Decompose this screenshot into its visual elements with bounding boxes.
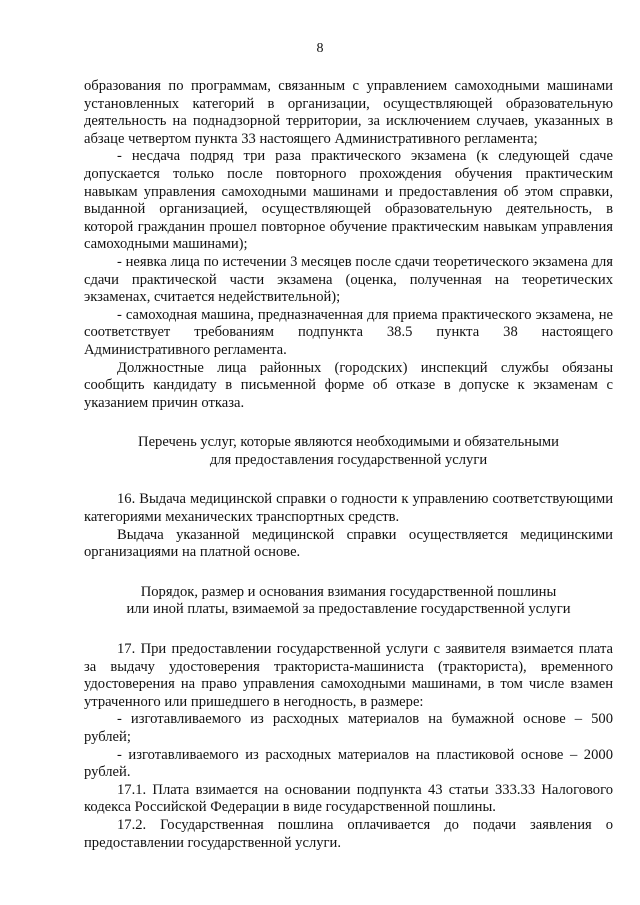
paragraph: - неявка лица по истечении 3 месяцев после сдачи теоретического экзамена для сдачи практической части экзамена (оценка, полученная на теоретических экзаменах, считается недействительной); [84, 253, 613, 306]
section-heading [84, 584, 613, 619]
section-heading-line: Порядок, размер и основания взимания государственной пошлины [140, 583, 557, 600]
paragraph: 17. При предоставлении государственной услуги с заявителя взимается плата за выдачу удостоверения тракториста-машиниста (тракториста), временного удостоверения на право управления самоходными машинами, в том числе взамен утраченного или пришедшего в негодность, в размере: [84, 641, 613, 710]
paragraph: 16. Выдача медицинской справки о годности к управлению соответствующими категориями механических транспортных средств. [84, 491, 613, 526]
paragraph: - несдача подряд три раза практического экзамена (к следующей сдаче допускается только после повторного прохождения обучения практическим навыкам управления самоходными машинами и предоставления об этом справки, выданной организацией, осуществляющей образовательную деятельность, в которой гражданин прошел повторное обучение практическим навыкам управления самоходными машинами); [84, 148, 613, 253]
paragraph: 17.2. Государственная пошлина оплачивается до подачи заявления о предоставлении государственной услуги. [84, 816, 613, 851]
paragraph: Выдача указанной медицинской справки осуществляется медицинскими организациями на платной основе. [84, 526, 613, 561]
page-number: 8 [316, 41, 324, 56]
section-heading-line: для предоставления государственной услуги [209, 451, 488, 468]
paragraph: - изготавливаемого из расходных материалов на бумажной основе – 500 рублей; [84, 711, 613, 745]
paragraph: образования по программам, связанным с управлением самоходными машинами установленных категорий в организации, осуществляющей образовательную деятельность на поднадзорной территории, за исключением случаев, указанных в абзаце четвертом пункта 33 настоящего Административного регламента; [84, 78, 613, 147]
section-heading [84, 434, 613, 469]
section-heading-line: или иной платы, взимаемой за предоставление государственной услуги [126, 601, 571, 618]
paragraph: 17.1. Плата взимается на основании подпункта 43 статьи 333.33 Налогового кодекса Российской Федерации в виде государственной пошлины. [84, 781, 613, 816]
paragraph: - самоходная машина, предназначенная для приема практического экзамена, не соответствует требованиям подпункта 38.5 пункта 38 настоящего Административного регламента. [84, 306, 613, 358]
paragraph: - изготавливаемого из расходных материалов на пластиковой основе – 2000 рублей. [84, 746, 613, 781]
document-body [84, 78, 613, 852]
section-heading-line: Перечень услуг, которые являются необходимыми и обязательными [138, 434, 559, 451]
paragraph: Должностные лица районных (городских) инспекций службы обязаны сообщить кандидату в письменной форме об отказе в допуске к экзаменам с указанием причин отказа. [84, 359, 613, 411]
